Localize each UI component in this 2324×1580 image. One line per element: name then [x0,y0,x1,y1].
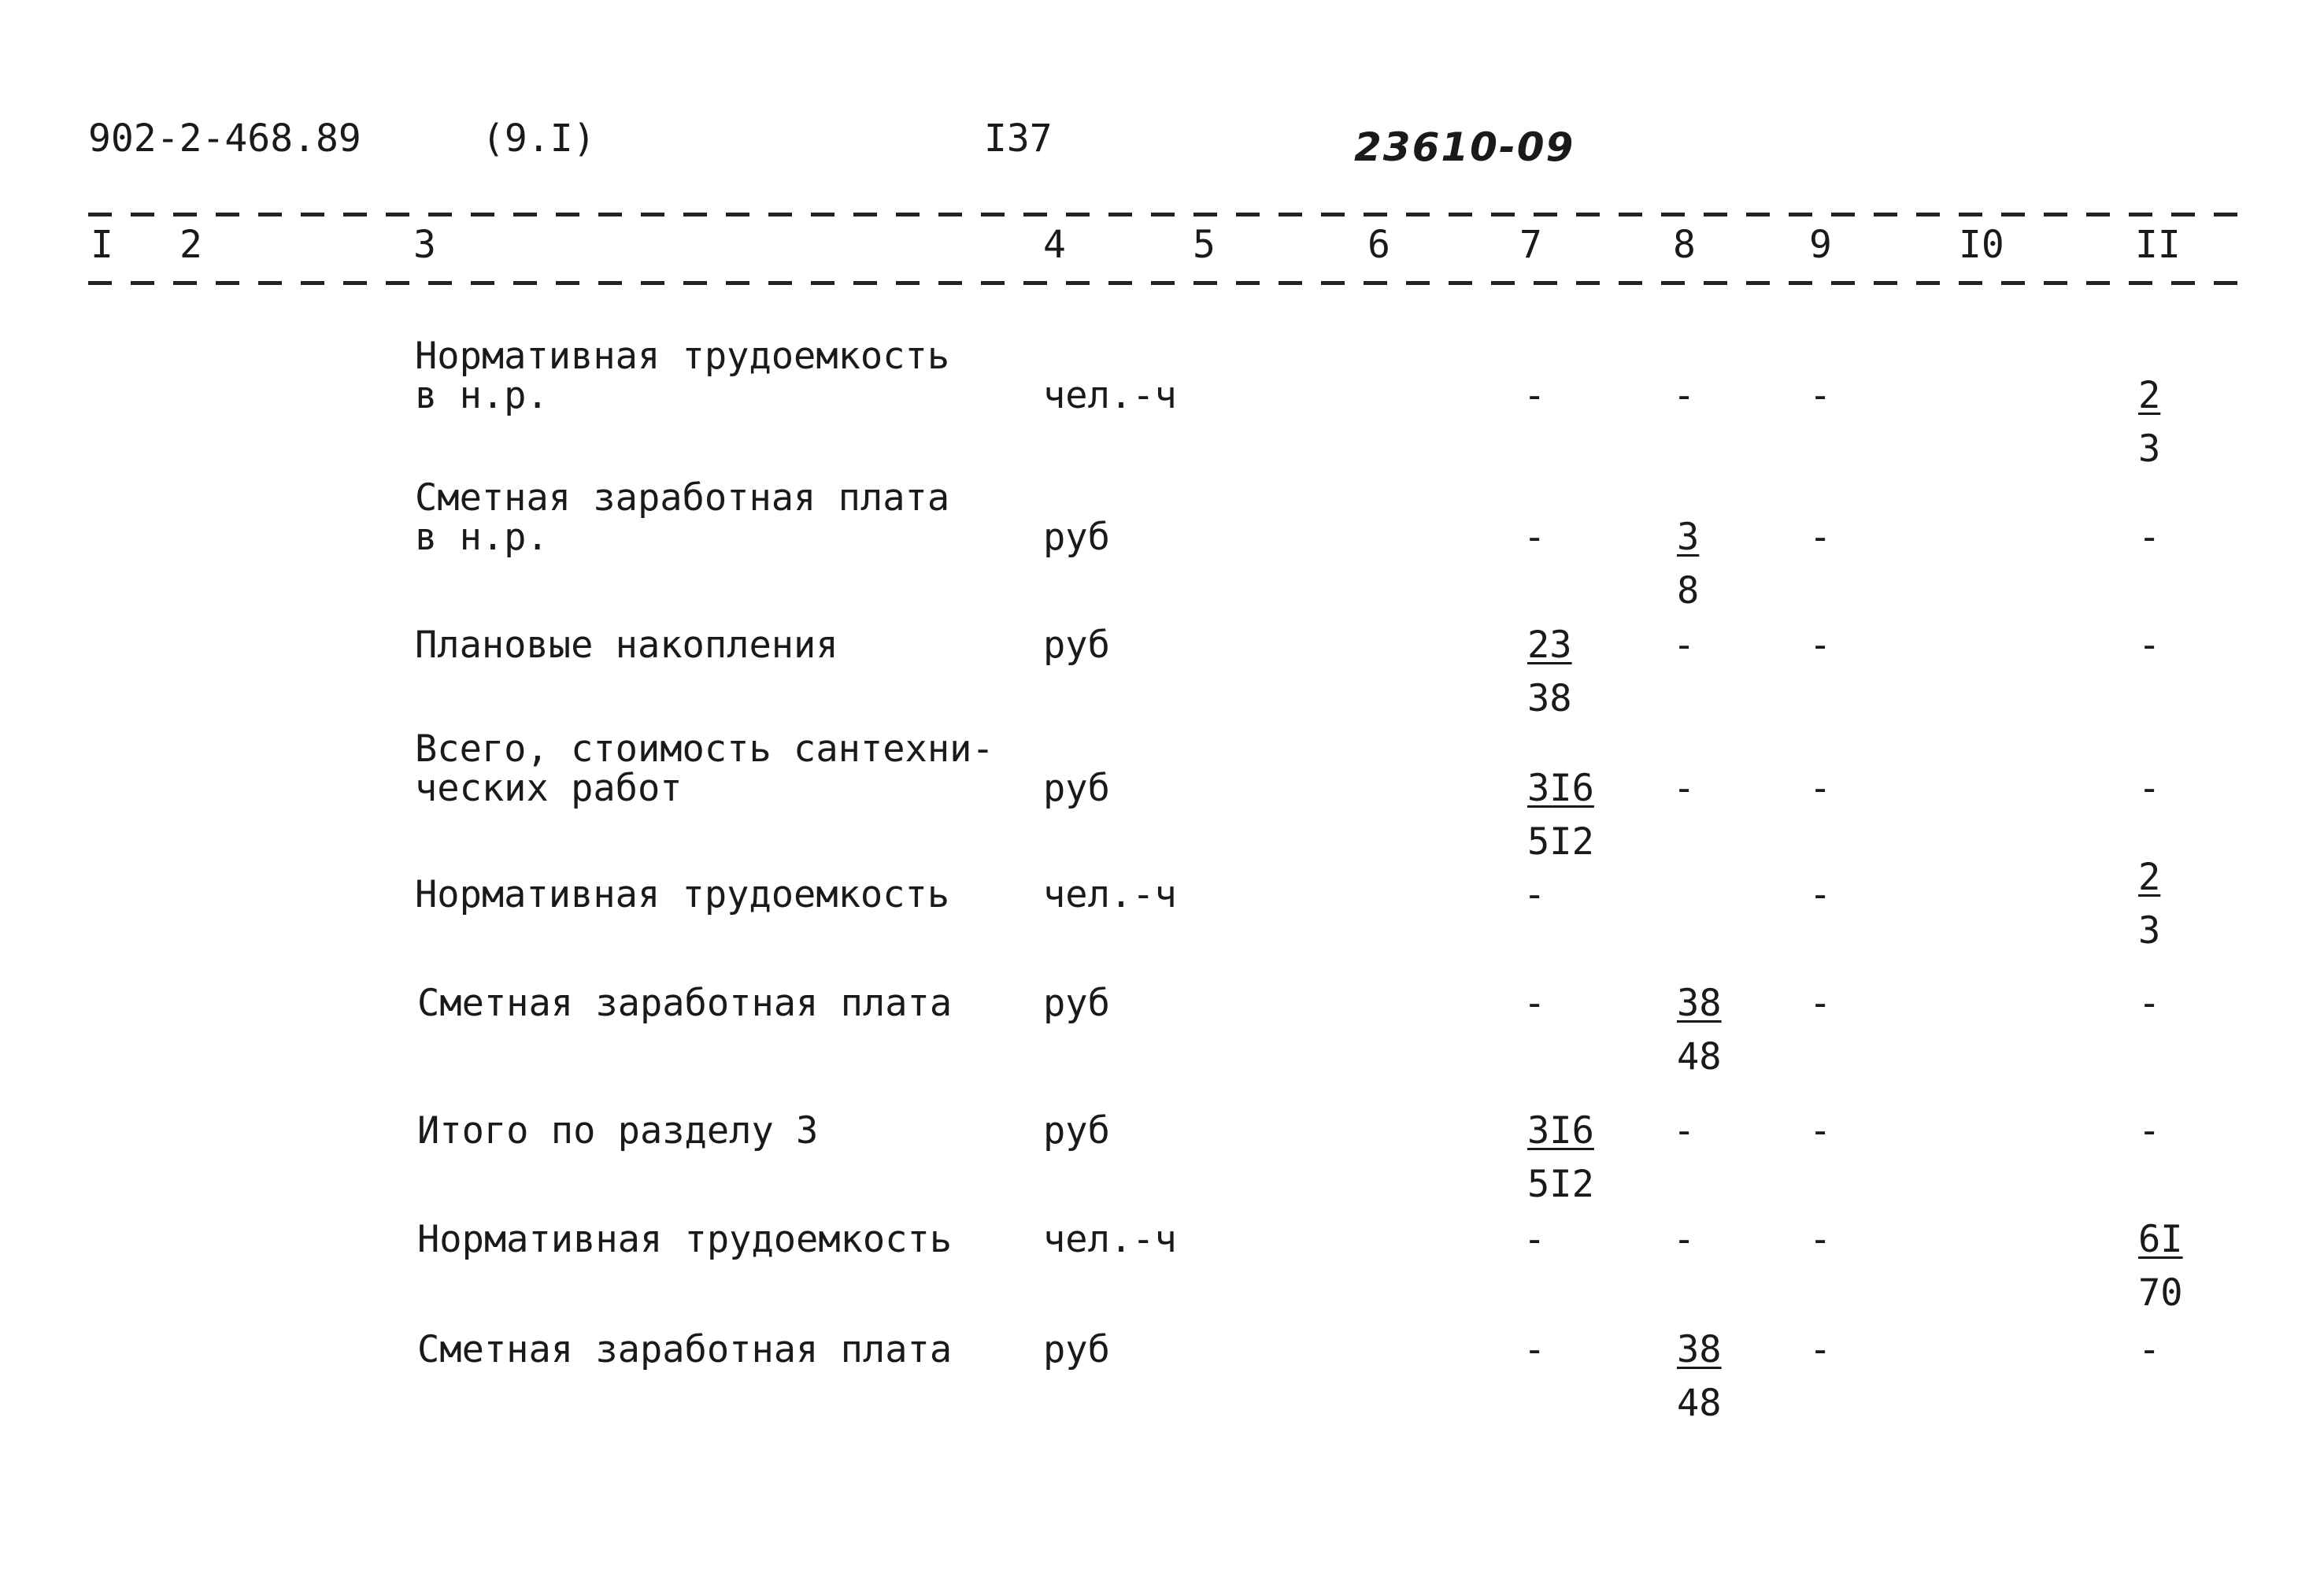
column-number: 4 [1043,223,1066,267]
header-top-rule [88,213,2255,216]
col8-fraction [1677,518,1721,611]
col7-cell: - [1523,516,1546,559]
row-label: Плановые накопления [415,623,838,667]
col11-cell: - [2138,623,2161,667]
col11-fraction [2138,1220,2205,1313]
row-label-continuation: в н.р. [415,374,549,417]
column-number: 8 [1673,223,1696,267]
col11-cell: - [2138,767,2161,810]
fraction-numerator: 38 [1677,1328,1722,1371]
row-label: Сметная заработная плата [415,476,950,520]
col11-cell: - [2138,516,2161,559]
col11-cell: - [2138,1328,2161,1371]
header-bottom-rule [88,281,2255,285]
fraction-denominator: 8 [1677,569,1700,612]
col9-cell: - [1809,374,1832,417]
col11-fraction [2138,376,2182,469]
unit-cell: руб [1043,1328,1110,1371]
col8-fraction [1677,1330,1744,1423]
column-number: 7 [1519,223,1542,267]
unit-cell: чел.-ч [1043,1218,1177,1261]
col7-fraction [1527,769,1616,862]
col8-cell: - [1673,1109,1696,1153]
column-number: 3 [413,223,436,267]
col7-fraction [1527,1109,1616,1206]
unit-cell: руб [1043,516,1110,559]
col8-cell: - [1673,623,1696,667]
col7-cell: - [1523,982,1546,1025]
fraction-numerator: 3 [1677,516,1700,559]
section-number: (9.I) [482,117,596,161]
unit-cell: руб [1043,982,1110,1025]
col9-cell: - [1809,1328,1832,1371]
column-number: I [91,223,113,267]
fraction-denominator: 70 [2138,1271,2183,1315]
fraction-numerator: 6I [2138,1218,2183,1261]
col9-cell: - [1809,516,1832,559]
unit-cell: руб [1043,767,1110,810]
col7-cell: - [1523,1328,1546,1371]
col9-cell: - [1809,1218,1832,1261]
fraction-denominator: 5I2 [1527,820,1594,864]
fraction-numerator: 2 [2138,856,2161,899]
fraction-denominator: 5I2 [1527,1163,1594,1206]
fraction-numerator: 2 [2138,374,2161,417]
col8-fraction [1677,984,1744,1077]
col9-cell: - [1809,873,1832,916]
unit-cell: чел.-ч [1043,873,1177,916]
col8-cell: - [1673,374,1696,417]
col11-cell: - [2138,982,2161,1025]
col9-cell: - [1809,767,1832,810]
col8-cell: - [1673,767,1696,810]
col11-fraction [2138,858,2182,951]
row-label: Нормативная трудоемкость [415,335,950,378]
row-label: Сметная заработная плата [417,982,953,1025]
row-label: Нормативная трудоемкость [415,873,950,916]
unit-cell: руб [1043,623,1110,667]
col8-cell: - [1673,1218,1696,1261]
col7-cell: - [1523,873,1546,916]
col7-fraction [1527,623,1594,720]
fraction-denominator: 3 [2138,909,2161,953]
fraction-denominator: 48 [1677,1035,1722,1079]
fraction-denominator: 48 [1677,1382,1722,1425]
fraction-numerator: 3I6 [1527,767,1594,810]
column-number: 5 [1193,223,1216,267]
unit-cell: руб [1043,1109,1110,1153]
col11-cell: - [2138,1109,2161,1153]
col9-cell: - [1809,982,1832,1025]
row-label: Сметная заработная плата [417,1328,953,1371]
column-number: 6 [1367,223,1390,267]
fraction-numerator: 38 [1677,982,1722,1025]
column-number: I0 [1959,223,2004,267]
row-label: Всего, стоимость сантехни- [415,727,994,771]
col7-cell: - [1523,1218,1546,1261]
document-code: 902-2-468.89 [88,117,361,161]
page-number: I37 [984,117,1053,161]
column-number: 2 [179,223,202,267]
unit-cell: чел.-ч [1043,374,1177,417]
col9-cell: - [1809,1109,1832,1153]
fraction-denominator: 38 [1527,677,1572,720]
column-number: 9 [1809,223,1832,267]
col9-cell: - [1809,623,1832,667]
row-label: Итого по разделу 3 [417,1109,819,1153]
fraction-denominator: 3 [2138,427,2161,471]
row-label-continuation: в н.р. [415,516,549,559]
fraction-numerator: 23 [1527,623,1572,667]
inventory-stamp: 23610-09 [1354,124,1575,170]
row-label: Нормативная трудоемкость [417,1218,953,1261]
fraction-numerator: 3I6 [1527,1109,1594,1153]
col7-cell: - [1523,374,1546,417]
row-label-continuation: ческих работ [415,767,683,810]
column-number: II [2135,223,2181,267]
